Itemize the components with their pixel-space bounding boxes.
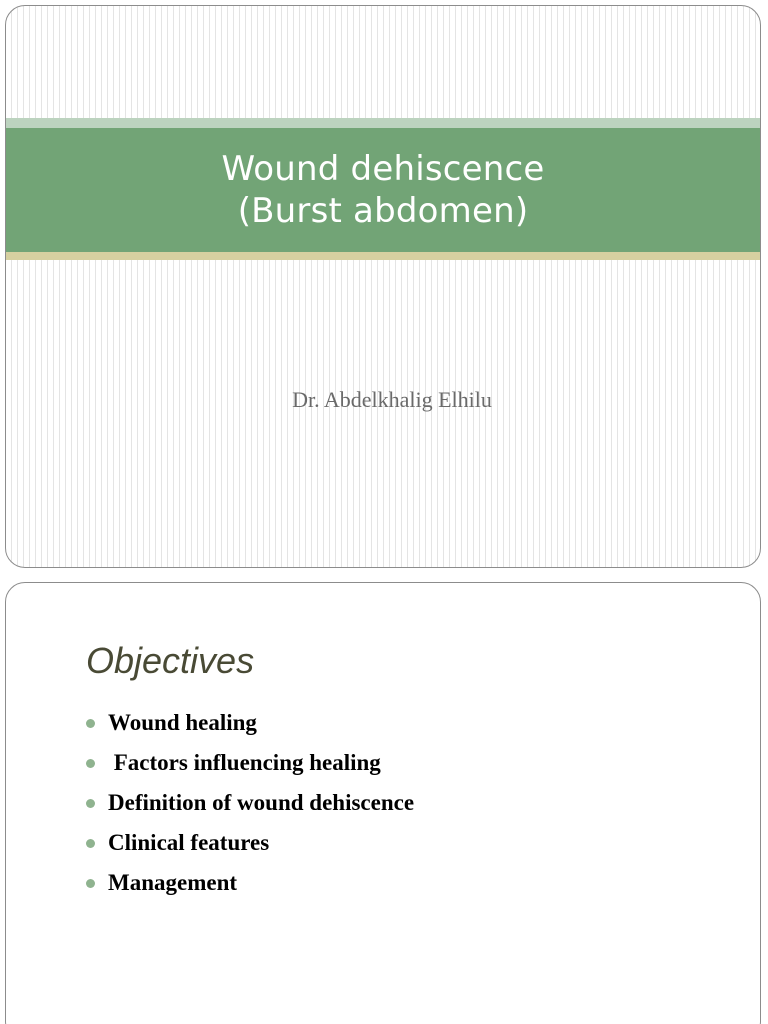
objectives-slide <box>5 582 761 1024</box>
list-item-text: Management <box>108 870 238 895</box>
list-item <box>86 863 414 903</box>
bullet-dot-icon <box>86 879 95 888</box>
objectives-heading: Objectives <box>86 640 255 681</box>
list-item <box>86 743 414 783</box>
bullet-dot-icon <box>86 799 95 808</box>
slide-title-line-1: Wound dehiscence <box>221 149 545 189</box>
bullet-dot-icon <box>86 719 95 728</box>
list-item <box>86 783 414 823</box>
bullet-dot-icon <box>86 759 95 768</box>
list-item-text: Definition of wound dehiscence <box>108 790 415 815</box>
list-item <box>86 823 414 863</box>
bullet-dot-icon <box>86 839 95 848</box>
author-name: Dr. Abdelkhalig Elhilu <box>292 387 492 412</box>
list-item-text: Factors influencing healing <box>108 750 381 775</box>
list-item-text: Clinical features <box>108 830 270 855</box>
slide-title-line-2: (Burst abdomen) <box>237 191 529 231</box>
objectives-list <box>86 703 414 903</box>
title-band-bottom-stripe <box>6 252 760 260</box>
title-slide <box>5 5 761 568</box>
list-item-text: Wound healing <box>108 710 257 735</box>
list-item <box>86 703 414 743</box>
title-band-top-stripe <box>6 118 760 128</box>
title-band <box>6 128 760 252</box>
